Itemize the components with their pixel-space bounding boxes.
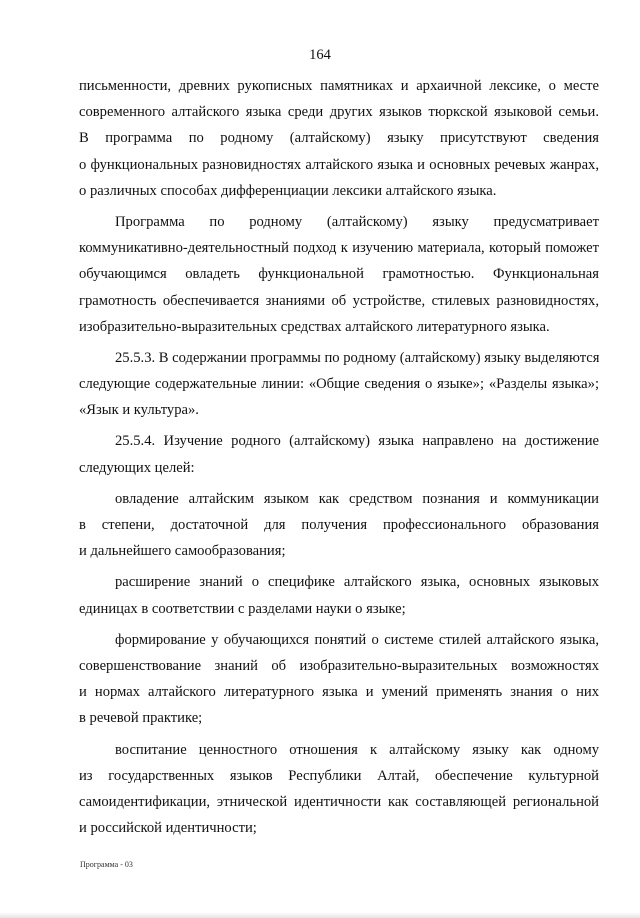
paragraph: [79, 73, 599, 204]
paragraph: [79, 569, 599, 621]
text-line: о различных способах дифференциации лексики алтайского языка.: [79, 182, 497, 199]
text-line: 25.5.4. Изучение родного (алтайскому) языка направлено на достижение: [115, 433, 599, 450]
page-number: 164: [309, 47, 331, 63]
text-line: Программа по родному (алтайскому) языку предусматривает: [115, 213, 599, 230]
text-line: овладение алтайским языком как средством познания и коммуникации: [115, 490, 599, 507]
text-line: следующих целей:: [79, 459, 195, 476]
footer-label: Программа - 03: [80, 860, 133, 869]
text-line: единицах в соответствии с разделами науки о языке;: [79, 600, 406, 617]
paragraph: [79, 737, 599, 842]
text-line: письменности, древних рукописных памятниках и архаичной лексике, о месте: [79, 78, 599, 94]
text-line: расширение знаний о специфике алтайского языка, основных языковых: [115, 574, 599, 591]
text-line: 25.5.3. В содержании программы по родному (алтайскому) языку выделяются: [115, 349, 600, 366]
text-line: формирование у обучающихся понятий о системе стилей алтайского языка,: [115, 631, 599, 648]
text-line: современного алтайского языка среди других языков тюркской языковой семьи.: [79, 104, 599, 121]
page-bottom-edge: [0, 912, 640, 918]
document-body: [79, 73, 599, 841]
paragraph: [79, 209, 599, 340]
text-line: В программа по родному (алтайскому) языку присутствуют сведения: [79, 130, 599, 147]
paragraph: [79, 486, 599, 565]
paragraph: [79, 345, 599, 424]
text-line: воспитание ценностного отношения к алтайскому языку как одному: [115, 741, 599, 758]
text-line: «Язык и культура».: [79, 402, 199, 419]
text-line: коммуникативно-деятельностный подход к изучению материала, который поможет: [79, 240, 599, 257]
text-line: самоидентификации, этнической идентичности как составляющей региональной: [79, 793, 599, 810]
text-line: и российской идентичности;: [79, 820, 257, 837]
text-line: и нормах алтайского литературного языка и умений применять знания о них: [79, 684, 599, 701]
text-line: обучающимся овладеть функциональной грамотностью. Функциональная: [79, 266, 599, 283]
text-line: из государственных языков Республики Алтай, обеспечение культурной: [79, 767, 599, 784]
paragraph: [79, 627, 599, 732]
text-line: о функциональных разновидностях алтайского языка и основных речевых жанрах,: [79, 156, 599, 173]
text-line: в степени, достаточной для получения профессионального образования: [79, 517, 599, 533]
paragraph: [79, 428, 599, 480]
text-line: и дальнейшего самообразования;: [79, 543, 286, 560]
text-line: изобразительно-выразительных средствах алтайского литературного языка.: [79, 318, 550, 335]
text-line: совершенствование знаний об изобразительно-выразительных возможностях: [79, 657, 599, 674]
text-line: грамотность обеспечивается знаниями об устройстве, стилевых разновидностях,: [79, 292, 599, 309]
text-line: в речевой практике;: [79, 710, 203, 727]
text-line: следующие содержательные линии: «Общие сведения о языке»; «Разделы языка»;: [79, 376, 599, 393]
